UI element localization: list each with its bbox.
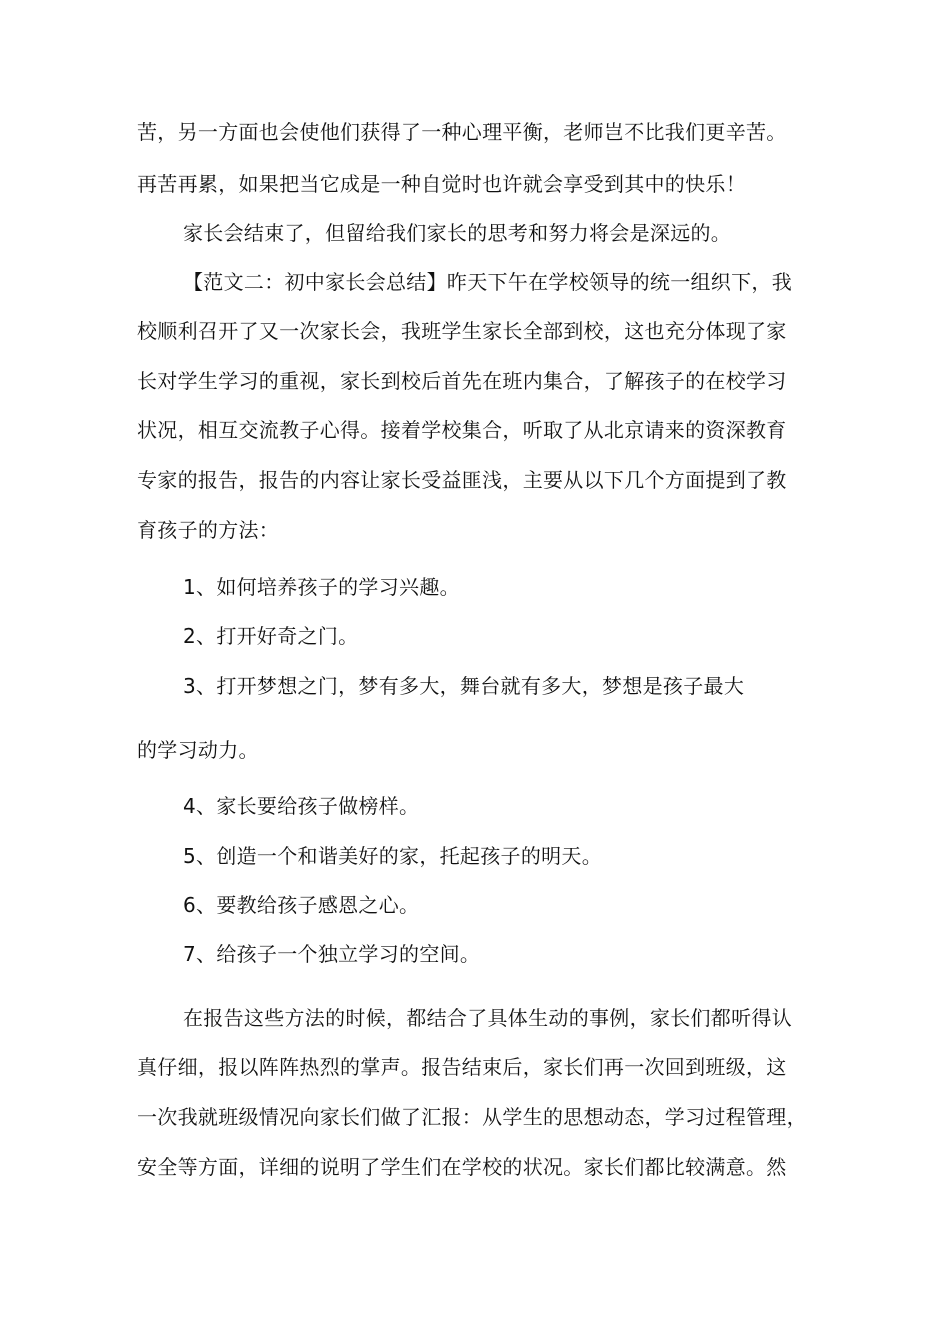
paragraph-line: 长对学生学习的重视，家长到校后首先在班内集合，了解孩子的在校学习 — [137, 369, 787, 393]
list-item-continuation: 的学习动力。 — [137, 738, 259, 762]
paragraph-line: 家长会结束了，但留给我们家长的思考和努力将会是深远的。 — [183, 221, 732, 245]
list-item: 5、创造一个和谐美好的家，托起孩子的明天。 — [183, 844, 603, 868]
paragraph-line: 专家的报告，报告的内容让家长受益匪浅，主要从以下几个方面提到了教 — [137, 468, 787, 492]
paragraph-line: 真仔细，报以阵阵热烈的掌声。报告结束后，家长们再一次回到班级，这 — [137, 1055, 787, 1079]
paragraph-line: 一次我就班级情况向家长们做了汇报：从学生的思想动态，学习过程管理， — [137, 1105, 807, 1129]
list-item: 2、打开好奇之门。 — [183, 624, 359, 648]
list-item: 4、家长要给孩子做榜样。 — [183, 794, 420, 818]
list-item: 1、如何培养孩子的学习兴趣。 — [183, 575, 460, 599]
list-item: 6、要教给孩子感恩之心。 — [183, 893, 420, 917]
paragraph-line: 安全等方面，详细的说明了学生们在学校的状况。家长们都比较满意。然 — [137, 1155, 787, 1179]
paragraph-line: 再苦再累，如果把当它成是一种自觉时也许就会享受到其中的快乐！ — [137, 172, 746, 196]
paragraph-line: 状况，相互交流教子心得。接着学校集合，听取了从北京请来的资深教育 — [137, 418, 787, 442]
section-heading-line: 【范文二：初中家长会总结】昨天下午在学校领导的统一组织下，我 — [183, 270, 792, 294]
list-item: 7、给孩子一个独立学习的空间。 — [183, 942, 481, 966]
paragraph-line: 苦，另一方面也会使他们获得了一种心理平衡，老师岂不比我们更辛苦。 — [137, 120, 787, 144]
paragraph-line: 育孩子的方法： — [137, 518, 280, 542]
paragraph-line: 在报告这些方法的时候，都结合了具体生动的事例，家长们都听得认 — [183, 1006, 792, 1030]
list-item: 3、打开梦想之门，梦有多大，舞台就有多大，梦想是孩子最大 — [183, 674, 745, 698]
paragraph-line: 校顺利召开了又一次家长会，我班学生家长全部到校，这也充分体现了家 — [137, 319, 787, 343]
